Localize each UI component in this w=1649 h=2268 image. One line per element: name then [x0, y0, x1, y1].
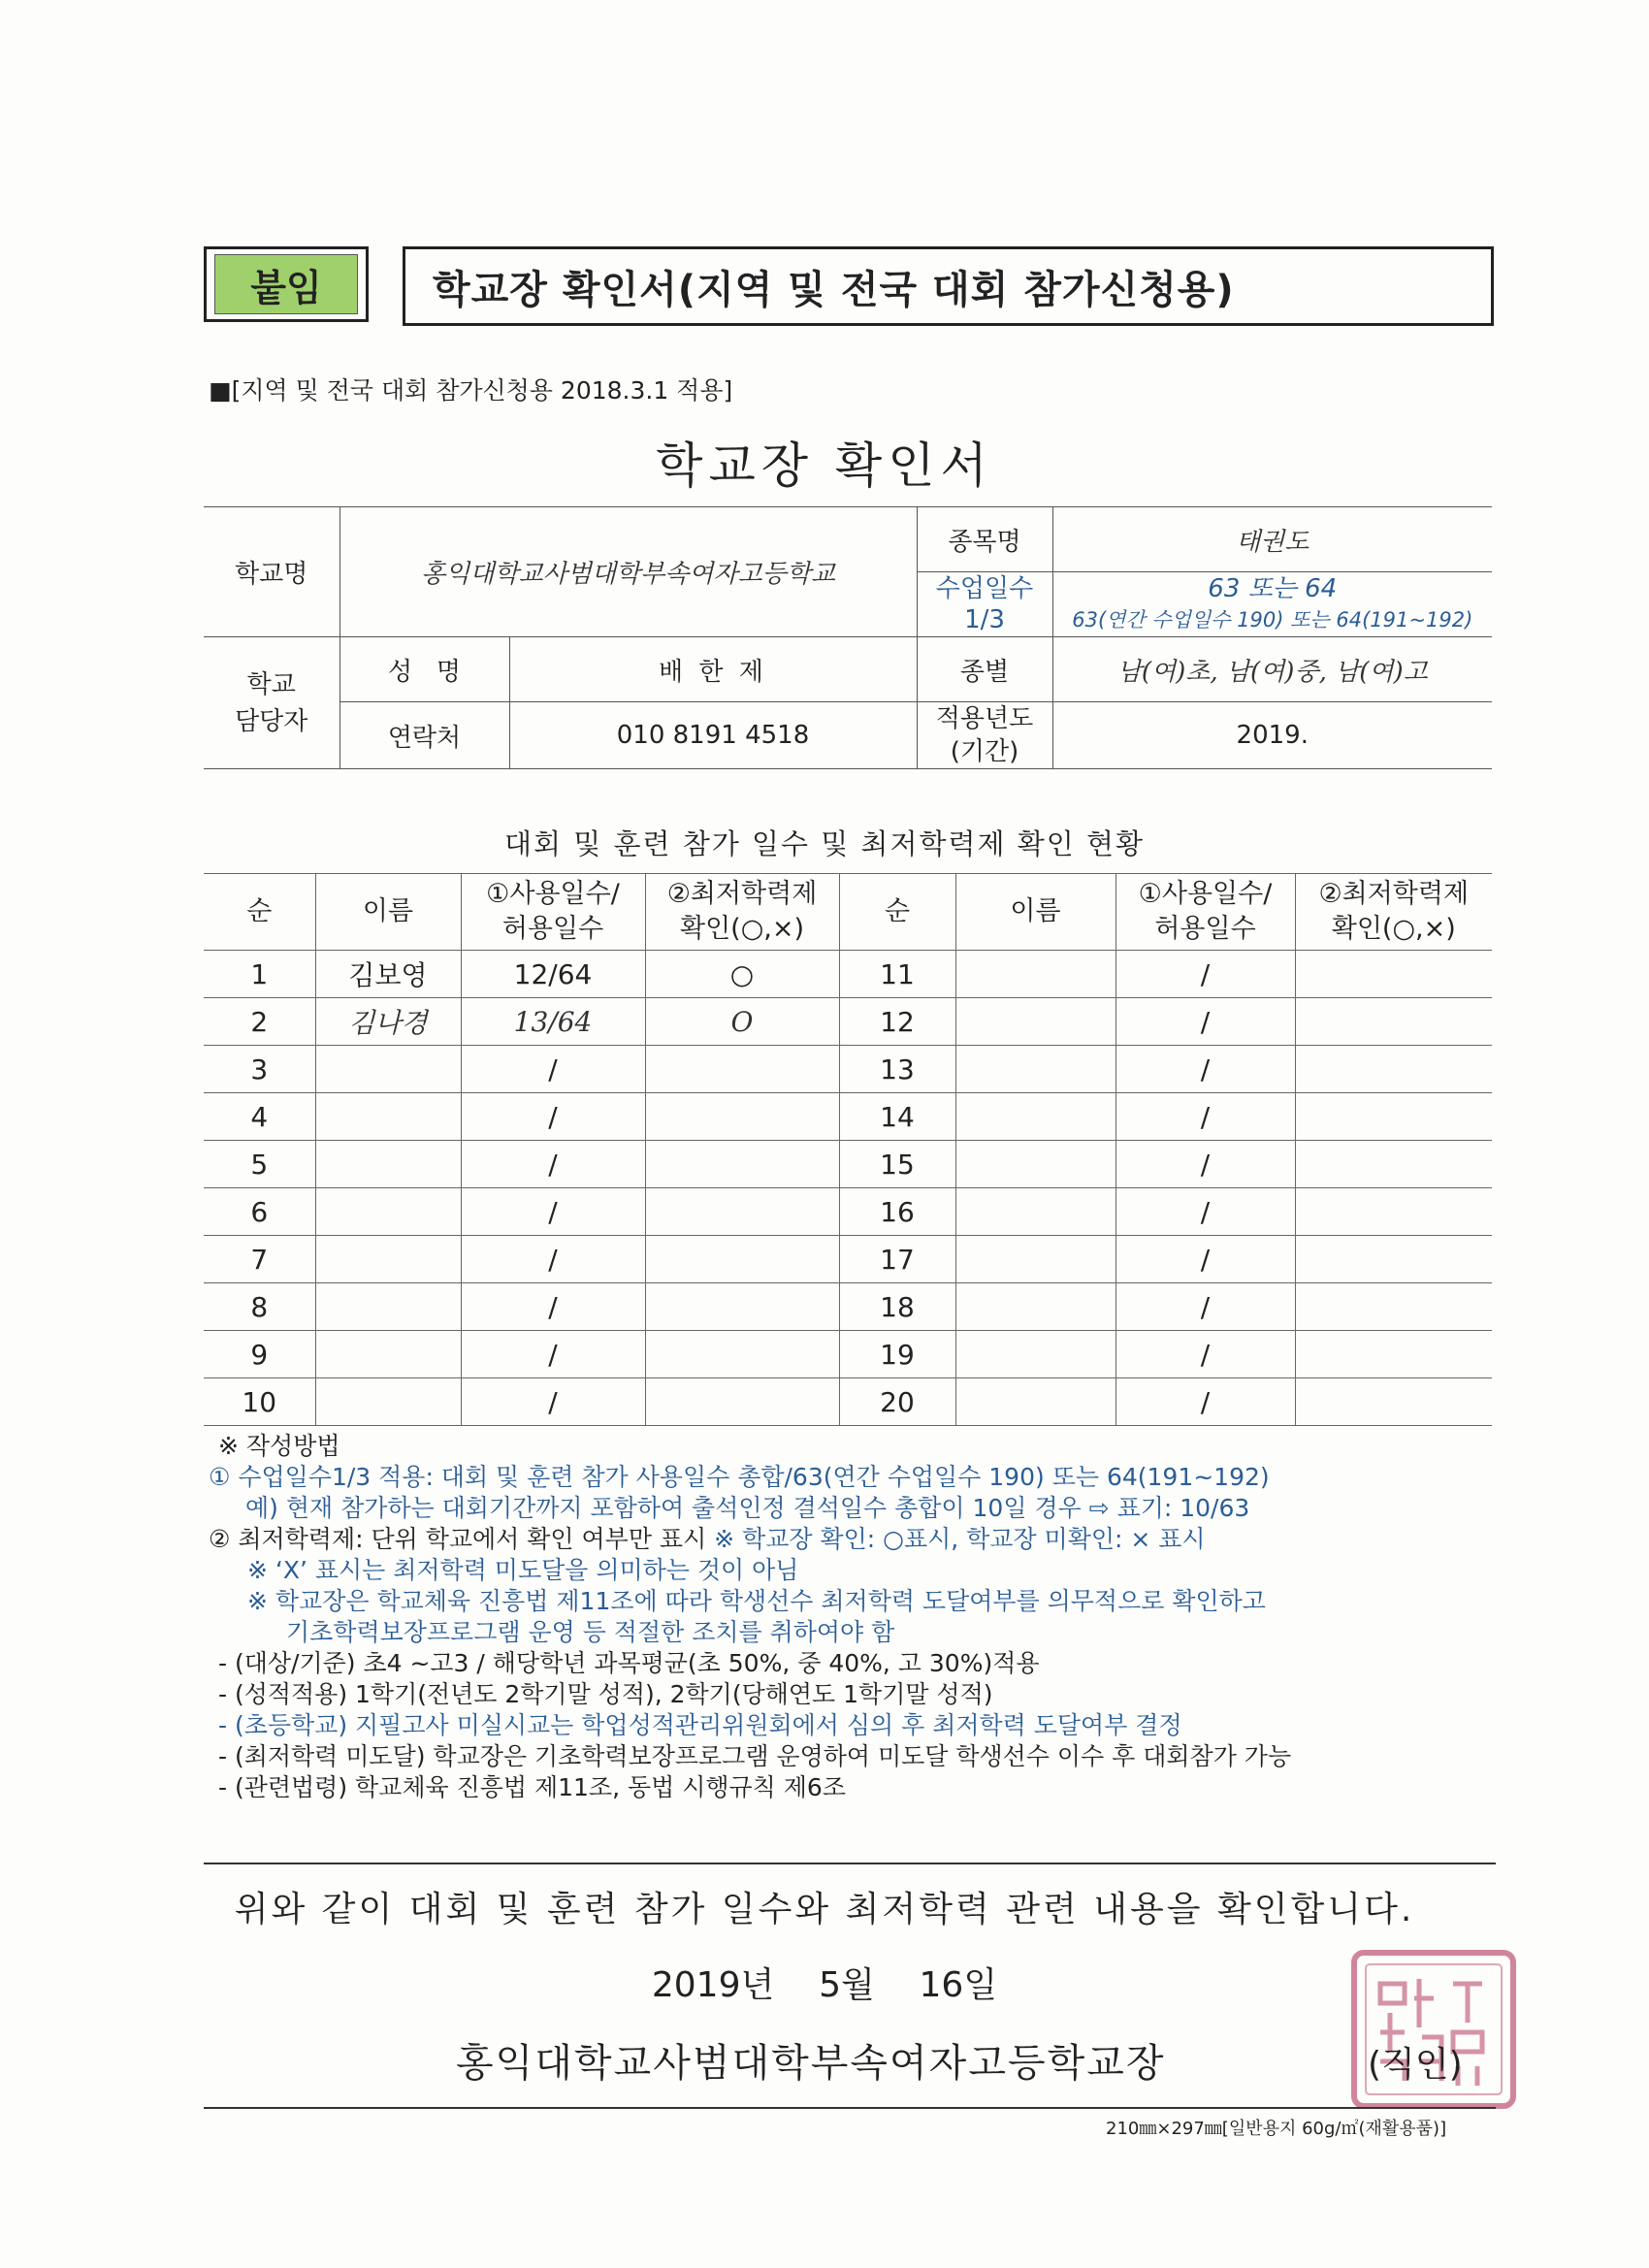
- contact-label: 연락처: [340, 702, 509, 769]
- table-row: [204, 1331, 1492, 1378]
- row-name: 김보영: [315, 951, 461, 998]
- row-check: ○: [645, 951, 839, 998]
- manager-name-value: 배 한 제: [509, 637, 917, 702]
- col-header-days-2: [1116, 874, 1295, 951]
- row-days: /: [461, 1283, 645, 1331]
- form-subheader: ■[지역 및 전국 대회 참가신청용 2018.3.1 적용]: [209, 376, 733, 405]
- note-line-4: ※ ‘X’ 표시는 최저학력 미도달을 의미하는 것이 아님: [247, 1556, 799, 1584]
- row-days-2: /: [1116, 998, 1295, 1046]
- col-header-days-line2: 허용일수: [501, 914, 604, 944]
- table-row: [204, 1283, 1492, 1331]
- row-days: 13/64: [461, 998, 645, 1046]
- row-name-2: [955, 1046, 1116, 1093]
- class-days-value: [1052, 572, 1492, 637]
- gender-value: 남(여)초, 남(여)중, 남(여)고: [1052, 637, 1492, 702]
- row-name-2: [955, 1331, 1116, 1378]
- manager-label-2: 담당자: [235, 706, 308, 736]
- row-no: 7: [204, 1236, 315, 1283]
- col-header-check-2-line1: ②최저학력제: [1318, 879, 1470, 909]
- notes-title: ※ 작성방법: [218, 1432, 340, 1460]
- class-days-value-2: 63(연간 수업일수 190) 또는 64(191~192): [1072, 608, 1473, 632]
- row-no: 2: [204, 998, 315, 1046]
- row-no: 3: [204, 1046, 315, 1093]
- col-header-name-2: 이름: [955, 874, 1116, 951]
- row-check: [645, 1331, 839, 1378]
- row-name-2: [955, 1141, 1116, 1188]
- row-no: 1: [204, 951, 315, 998]
- form-header-title: 학교장 확인서(지역 및 전국 대회 참가신청용): [403, 246, 1494, 326]
- row-check: [645, 1141, 839, 1188]
- col-header-check-line1: ②최저학력제: [666, 879, 818, 909]
- note-line-6: 기초학력보장프로그램 운영 등 적절한 조치를 취하여야 함: [286, 1618, 895, 1646]
- row-check: [645, 1236, 839, 1283]
- school-info-table: [204, 506, 1492, 769]
- writing-instructions: [209, 1431, 1508, 1803]
- row-days: /: [461, 1046, 645, 1093]
- row-name-2: [955, 998, 1116, 1046]
- table-row: [204, 998, 1492, 1046]
- participation-status-table: [204, 873, 1492, 1426]
- manager-label: [204, 637, 340, 769]
- row-no-2: 12: [839, 998, 955, 1046]
- note-line-7: - (대상/기준) 초4 ~고3 / 해당학년 과목평균(초 50%, 중 40%, 고 30%)적용: [218, 1649, 1040, 1677]
- table-row: [204, 1141, 1492, 1188]
- row-no-2: 20: [839, 1378, 955, 1426]
- date-month: 5월: [819, 1965, 875, 2005]
- row-check-2: [1295, 1093, 1492, 1141]
- apply-year-label: [917, 702, 1052, 769]
- row-name: 김나경: [315, 998, 461, 1046]
- col-header-check-2-line2: 확인(○,×): [1331, 914, 1456, 944]
- apply-year-label-1: 적용년도: [935, 704, 1034, 733]
- row-days-2: /: [1116, 1283, 1295, 1331]
- row-no-2: 14: [839, 1093, 955, 1141]
- row-no: 10: [204, 1378, 315, 1426]
- row-name: [315, 1093, 461, 1141]
- paper-spec: 210㎜×297㎜[일반용지 60g/㎡(재활용품)]: [1106, 2119, 1447, 2139]
- row-check: O: [645, 998, 839, 1046]
- row-check-2: [1295, 1188, 1492, 1236]
- row-check-2: [1295, 1141, 1492, 1188]
- col-header-days-line1: ①사용일수/: [486, 879, 620, 909]
- row-name: [315, 1046, 461, 1093]
- row-name-2: [955, 1188, 1116, 1236]
- row-check: [645, 1046, 839, 1093]
- row-name: [315, 1188, 461, 1236]
- manager-label-1: 학교: [246, 669, 296, 699]
- col-header-check-line2: 확인(○,×): [680, 914, 804, 944]
- row-no-2: 15: [839, 1141, 955, 1188]
- note-line-5: ※ 학교장은 학교체육 진흥법 제11조에 따라 학생선수 최저학력 도달여부를 의무적으로 확인하고: [247, 1587, 1266, 1615]
- status-heading: 대회 및 훈련 참가 일수 및 최저학력제 확인 현황: [503, 827, 1145, 860]
- seal-label: (직인): [1368, 2045, 1463, 2085]
- note-line-1: ① 수업일수1/3 적용: 대회 및 훈련 참가 사용일수 총합/63(연간 수업일수 190) 또는 64(191~192): [209, 1463, 1270, 1491]
- row-check-2: [1295, 1283, 1492, 1331]
- row-name: [315, 1331, 461, 1378]
- row-days: 12/64: [461, 951, 645, 998]
- row-name: [315, 1141, 461, 1188]
- row-no: 6: [204, 1188, 315, 1236]
- col-header-check-2: [1295, 874, 1492, 951]
- col-header-no-2: 순: [839, 874, 955, 951]
- col-header-days: [461, 874, 645, 951]
- confirmation-statement: 위와 같이 대회 및 훈련 참가 일수와 최저학력 관련 내용을 확인합니다.: [234, 1890, 1415, 1929]
- row-days: /: [461, 1141, 645, 1188]
- row-name-2: [955, 1093, 1116, 1141]
- row-no-2: 11: [839, 951, 955, 998]
- row-no-2: 19: [839, 1331, 955, 1378]
- manager-name-label: 성 명: [340, 637, 509, 702]
- class-days-label-2: 1/3: [964, 605, 1005, 634]
- row-check-2: [1295, 1236, 1492, 1283]
- table-row: [204, 1046, 1492, 1093]
- row-name-2: [955, 1283, 1116, 1331]
- school-name: 홍익대학교사범대학부속여자고등학교: [340, 507, 917, 637]
- note-line-3a: ② 최저학력제: 단위 학교에서 확인 여부만 표시: [209, 1525, 715, 1553]
- row-days-2: /: [1116, 1378, 1295, 1426]
- document-title: 학교장 확인서: [656, 437, 993, 494]
- row-no: 5: [204, 1141, 315, 1188]
- row-days-2: /: [1116, 951, 1295, 998]
- row-name: [315, 1283, 461, 1331]
- row-days: /: [461, 1331, 645, 1378]
- col-header-check: [645, 874, 839, 951]
- table-row: [204, 1188, 1492, 1236]
- col-header-days-2-line1: ①사용일수/: [1138, 879, 1273, 909]
- row-check: [645, 1188, 839, 1236]
- note-line-3: [209, 1524, 1508, 1555]
- apply-year-label-2: (기간): [950, 737, 1019, 766]
- row-check-2: [1295, 998, 1492, 1046]
- row-name-2: [955, 1378, 1116, 1426]
- row-days-2: /: [1116, 1236, 1295, 1283]
- row-name-2: [955, 1236, 1116, 1283]
- school-label: 학교명: [204, 507, 340, 637]
- row-name-2: [955, 951, 1116, 998]
- contact-value: 010 8191 4518: [509, 702, 917, 769]
- official-seal-stamp: [1346, 1945, 1521, 2115]
- event-value: 태권도: [1052, 507, 1492, 572]
- note-line-11: - (관련법령) 학교체육 진흥법 제11조, 동법 시행규칙 제6조: [218, 1773, 846, 1801]
- row-check-2: [1295, 951, 1492, 998]
- row-name: [315, 1236, 461, 1283]
- row-no: 9: [204, 1331, 315, 1378]
- class-days-label: [917, 572, 1052, 637]
- gender-label: 종별: [917, 637, 1052, 702]
- row-days-2: /: [1116, 1188, 1295, 1236]
- divider-bottom: [204, 2107, 1496, 2109]
- row-days: /: [461, 1093, 645, 1141]
- note-line-8: - (성적적용) 1학기(전년도 2학기말 성적), 2학기(당해연도 1학기말 성적): [218, 1680, 993, 1708]
- attachment-tag-label: 붙임: [214, 254, 358, 314]
- note-line-9: - (초등학교) 지필고사 미실시교는 학업성적관리위원회에서 심의 후 최저학력 도달여부 결정: [218, 1711, 1182, 1739]
- row-days-2: /: [1116, 1046, 1295, 1093]
- row-days-2: /: [1116, 1331, 1295, 1378]
- row-no-2: 17: [839, 1236, 955, 1283]
- class-days-label-1: 수업일수: [935, 574, 1034, 603]
- row-days-2: /: [1116, 1093, 1295, 1141]
- row-check: [645, 1093, 839, 1141]
- row-days: /: [461, 1236, 645, 1283]
- note-line-10: - (최저학력 미도달) 학교장은 기초학력보장프로그램 운영하여 미도달 학생선수 이수 후 대회참가 가능: [218, 1742, 1292, 1770]
- table-row: [204, 1236, 1492, 1283]
- table-row: [204, 1378, 1492, 1426]
- row-days: /: [461, 1378, 645, 1426]
- row-check: [645, 1378, 839, 1426]
- row-no-2: 13: [839, 1046, 955, 1093]
- row-check: [645, 1283, 839, 1331]
- class-days-value-1: 63 또는 64: [1208, 574, 1338, 603]
- table-row: [204, 951, 1492, 998]
- divider-top: [204, 1863, 1496, 1864]
- col-header-name: 이름: [315, 874, 461, 951]
- date-day: 16일: [919, 1965, 998, 2005]
- note-line-3b: ※ 학교장 확인: ○표시, 학교장 미확인: × 표시: [714, 1525, 1206, 1553]
- row-no-2: 16: [839, 1188, 955, 1236]
- col-header-no: 순: [204, 874, 315, 951]
- col-header-days-2-line2: 허용일수: [1154, 914, 1256, 944]
- row-no-2: 18: [839, 1283, 955, 1331]
- row-check-2: [1295, 1331, 1492, 1378]
- attachment-tag: [204, 246, 369, 322]
- row-days-2: /: [1116, 1141, 1295, 1188]
- apply-year-value: 2019.: [1052, 702, 1492, 769]
- row-check-2: [1295, 1046, 1492, 1093]
- row-name: [315, 1378, 461, 1426]
- date-year: 2019년: [651, 1965, 775, 2005]
- note-line-2: 예) 현재 참가하는 대회기간까지 포함하여 출석인정 결석일수 총합이 10일 경우 ⇨ 표기: 10/63: [245, 1494, 1250, 1522]
- principal-title: 홍익대학교사범대학부속여자고등학교장: [456, 2041, 1166, 2086]
- event-label: 종목명: [917, 507, 1052, 572]
- row-check-2: [1295, 1378, 1492, 1426]
- row-no: 4: [204, 1093, 315, 1141]
- row-no: 8: [204, 1283, 315, 1331]
- row-days: /: [461, 1188, 645, 1236]
- table-row: [204, 1093, 1492, 1141]
